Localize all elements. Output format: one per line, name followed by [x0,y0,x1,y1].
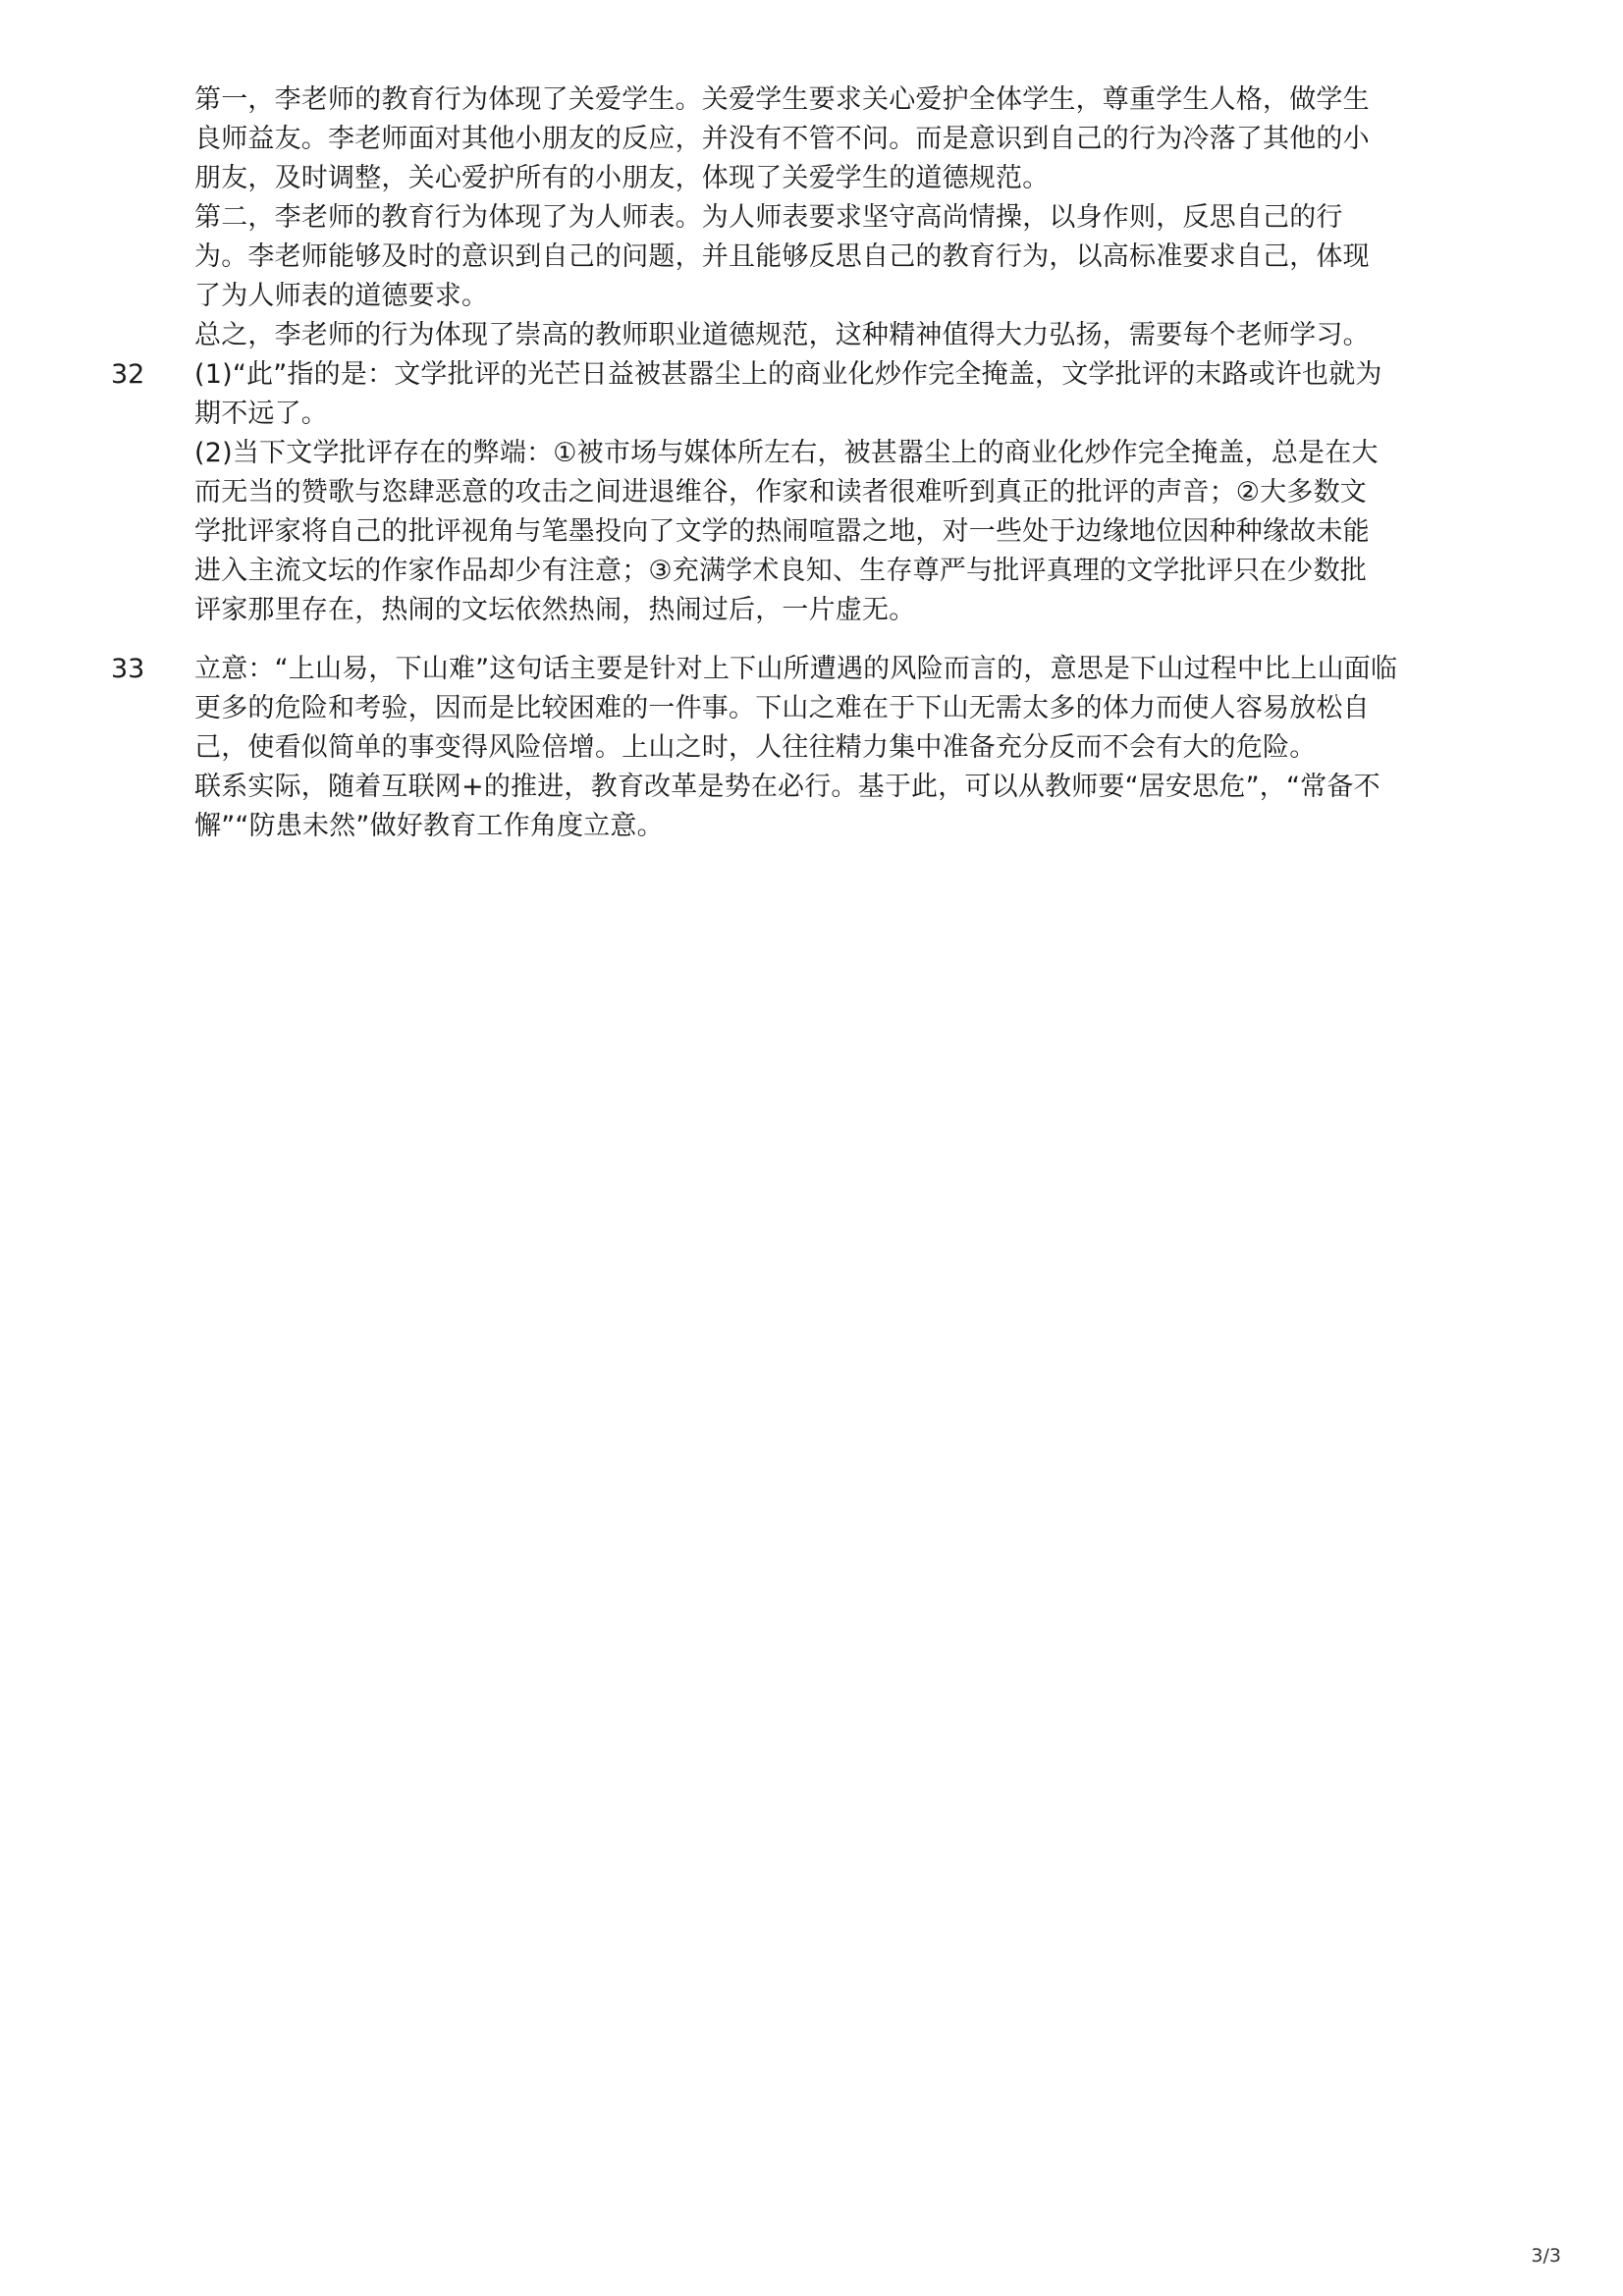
text-line: 评家那里存在，热闹的文坛依然热闹，热闹过后，一片虚无。 [194,595,916,625]
text-line: 己，使看似简单的事变得风险倍增。上山之时，人往往精力集中准备充分反而不会有大的危险。 [194,732,1317,763]
text-line: 第一，李老师的教育行为体现了关爱学生。关爱学生要求关心爱护全体学生，尊重学生人格，做学生 [194,84,1370,115]
answer-32-part-2 [194,434,1500,630]
text-line: 朋友，及时调整，关心爱护所有的小朋友，体现了关爱学生的道德规范。 [194,163,1050,193]
text-line: (1)“此”指的是：文学批评的光芒日益被甚嚣尘上的商业化炒作完全掩盖，文学批评的末路或许也就为 [194,359,1382,390]
question-number-32: 32 [111,359,145,390]
answer-33-part-2 [194,768,1500,846]
answer-33-part-1 [194,650,1500,768]
text-line: 联系实际，随着互联网+的推进，教育改革是势在必行。基于此，可以从教师要“居安思危”，“常备不 [194,772,1380,802]
answer-32-part-1 [194,355,1500,434]
text-line: 第二，李老师的教育行为体现了为人师表。为人师表要求坚守高尚情操，以身作则，反思自己的行 [194,202,1343,233]
answer-31-paragraph-3 [194,316,1500,355]
text-line: 期不远了。 [194,399,328,429]
text-line: 了为人师表的道德要求。 [194,281,489,311]
text-line: 立意：“上山易，下山难”这句话主要是针对上下山所遭遇的风险而言的，意思是下山过程中比上山面临 [194,654,1398,684]
text-line: 学批评家将自己的批评视角与笔墨投向了文学的热闹喧嚣之地，对一些处于边缘地位因种种缘故未能 [194,516,1370,547]
question-number-33: 33 [111,654,145,684]
text-line: 总之，李老师的行为体现了崇高的教师职业道德规范，这种精神值得大力弘扬，需要每个老师学习。 [194,320,1370,350]
text-line: 进入主流文坛的作家作品却少有注意；③充满学术良知、生存尊严与批评真理的文学批评只在少数批 [194,556,1368,586]
text-line: (2)当下文学批评存在的弊端：①被市场与媒体所左右，被甚嚣尘上的商业化炒作完全掩盖，总是在大 [194,438,1379,468]
text-line: 懈”“防患未然”做好教育工作角度立意。 [194,811,664,841]
text-line: 而无当的赞歌与恣肆恶意的攻击之间进退维谷，作家和读者很难听到真正的批评的声音；②大多数文 [194,477,1368,507]
page-number: 3/3 [1531,2245,1561,2267]
answer-31-paragraph-1 [194,80,1500,198]
text-line: 为。李老师能够及时的意识到自己的问题，并且能够反思自己的教育行为，以高标准要求自己，体现 [194,241,1370,272]
answer-31-paragraph-2 [194,198,1500,316]
text-line: 良师益友。李老师面对其他小朋友的反应，并没有不管不问。而是意识到自己的行为冷落了其他的小 [194,124,1370,154]
text-line: 更多的危险和考验，因而是比较困难的一件事。下山之难在于下山无需太多的体力而使人容易放松自 [194,693,1370,723]
